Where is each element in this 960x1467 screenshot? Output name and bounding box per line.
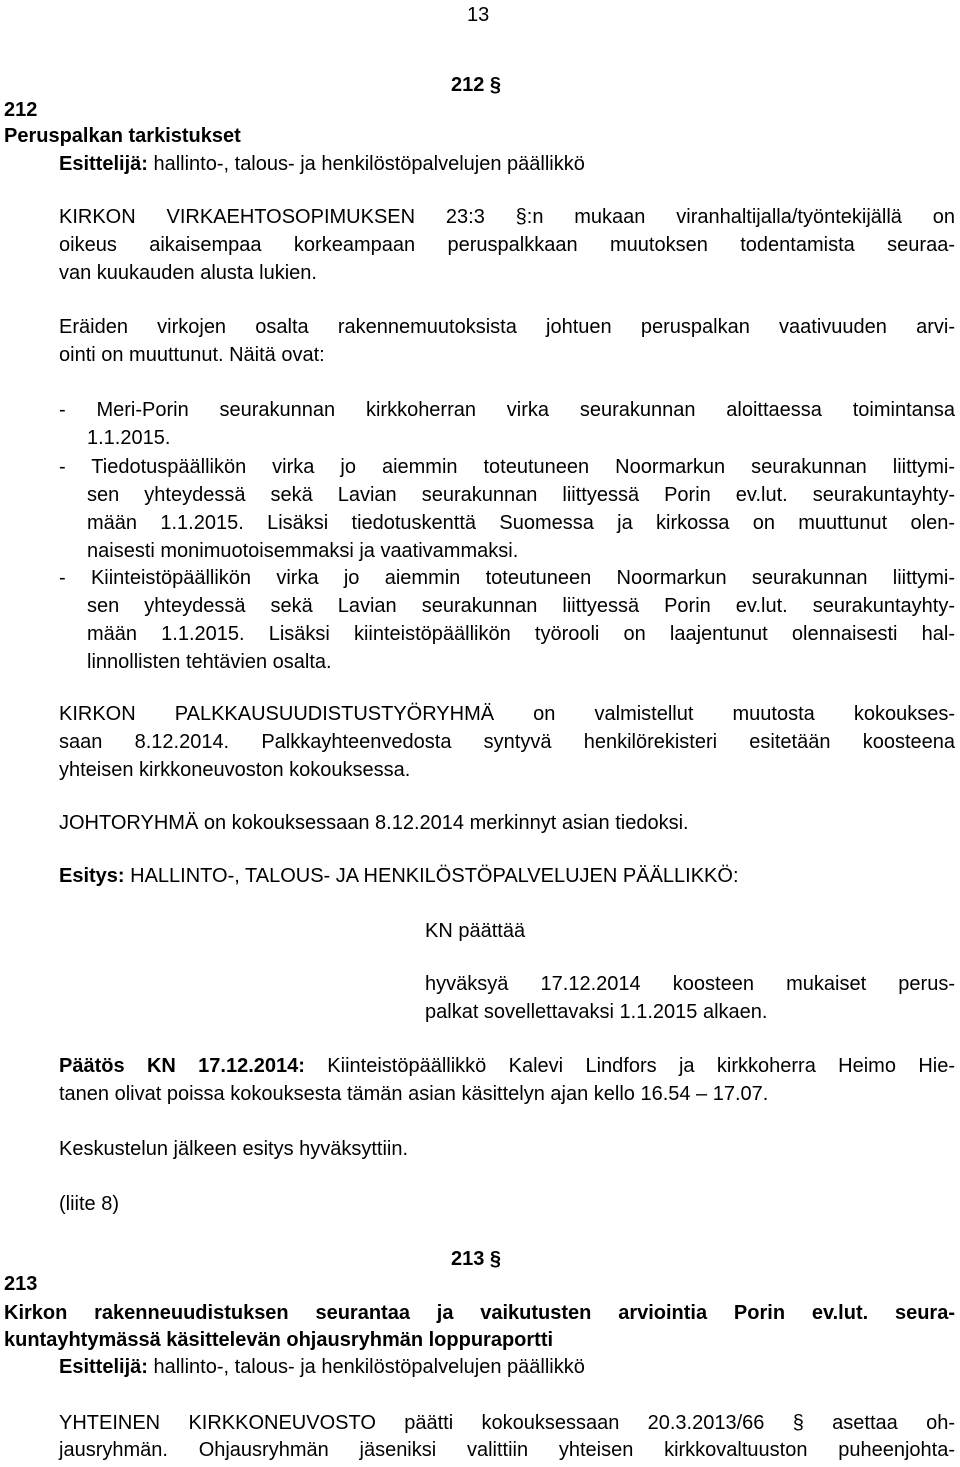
bullet-line: 1.1.2015. xyxy=(87,427,171,449)
section-heading-213: 213 § xyxy=(451,1248,502,1270)
paragraph-line: ointi on muuttunut. Näitä ovat: xyxy=(59,344,325,366)
bullet-line: naisesti monimuotoisemmaksi ja vaativammaksi. xyxy=(87,540,519,562)
bullet-line: linnollisten tehtävien osalta. xyxy=(87,651,332,673)
bullet-line: sen yhteydessä sekä Lavian seurakunnan liittyessä Porin ev.lut. seurakuntayhty- xyxy=(87,484,955,506)
presenter-line xyxy=(59,1355,585,1379)
bullet-line: mään 1.1.2015. Lisäksi tiedotuskenttä Suomessa ja kirkossa on muuttunut olen- xyxy=(87,512,955,534)
decision-label: Päätös KN 17.12.2014: xyxy=(59,1055,305,1077)
decision-line xyxy=(59,1054,955,1078)
decision-text-line: palkat sovellettavaksi 1.1.2015 alkaen. xyxy=(425,1001,768,1023)
presenter-label: Esittelijä: xyxy=(59,1356,148,1378)
paragraph-line: van kuukauden alusta lukien. xyxy=(59,262,317,284)
bullet-line: mään 1.1.2015. Lisäksi kiinteistöpäällikön työrooli on laajentunut olennaisesti hal- xyxy=(87,623,955,645)
bullet-line: - Meri-Porin seurakunnan kirkkoherran virka seurakunnan aloittaessa toimintansa xyxy=(59,399,955,421)
section-title-line: kuntayhtymässä käsittelevän ohjausryhmän loppuraportti xyxy=(4,1329,554,1351)
proposal-label: Esitys: xyxy=(59,865,125,887)
paragraph-line: saan 8.12.2014. Palkkayhteenvedosta syntyvä henkilörekisteri esitetään koosteena xyxy=(59,731,955,753)
presenter-value: hallinto-, talous- ja henkilöstöpalvelujen päällikkö xyxy=(147,1356,585,1378)
page-number: 13 xyxy=(467,4,490,26)
paragraph-line: KIRKON PALKKAUSUUDISTUSTYÖRYHMÄ on valmistellut muutosta kokoukses- xyxy=(59,703,955,725)
section-heading-212: 212 § xyxy=(451,74,502,96)
kn-decides: KN päättää xyxy=(425,920,526,942)
paragraph-line: jausryhmän. Ohjausryhmän jäseniksi valittiin yhteisen kirkkovaltuuston puheenjohta- xyxy=(59,1439,955,1461)
presenter-value: hallinto-, talous- ja henkilöstöpalvelujen päällikkö xyxy=(147,153,585,175)
paragraph-line: YHTEINEN KIRKKONEUVOSTO päätti kokouksessaan 20.3.2013/66 § asettaa oh- xyxy=(59,1412,955,1434)
proposal-line xyxy=(59,864,739,888)
bullet-line: - Kiinteistöpäällikön virka jo aiemmin toteutuneen Noormarkun seurakunnan liittymi- xyxy=(59,567,955,589)
decision-text: Kiinteistöpäällikkö Kalevi Lindfors ja kirkkoherra Heimo Hie- xyxy=(304,1055,955,1077)
paragraph-line: KIRKON VIRKAEHTOSOPIMUKSEN 23:3 §:n mukaan viranhaltijalla/työntekijällä on xyxy=(59,206,955,228)
section-number: 213 xyxy=(4,1273,38,1295)
presenter-label: Esittelijä: xyxy=(59,153,148,175)
bullet-line: - Tiedotuspäällikön virka jo aiemmin toteutuneen Noormarkun seurakunnan liittymi- xyxy=(59,456,955,478)
decision-line: tanen olivat poissa kokouksesta tämän asian käsittelyn ajan kello 16.54 – 17.07. xyxy=(59,1083,769,1105)
bullet-line: sen yhteydessä sekä Lavian seurakunnan liittyessä Porin ev.lut. seurakuntayhty- xyxy=(87,595,955,617)
section-title-line: Kirkon rakenneuudistuksen seurantaa ja vaikutusten arviointia Porin ev.lut. seura- xyxy=(4,1302,955,1324)
discussion-line: Keskustelun jälkeen esitys hyväksyttiin. xyxy=(59,1138,409,1160)
paragraph-line: oikeus aikaisempaa korkeampaan peruspalkkaan muutoksen todentamista seuraa- xyxy=(59,234,955,256)
section-title: Peruspalkan tarkistukset xyxy=(4,125,241,147)
paragraph-line: Eräiden virkojen osalta rakennemuutoksista johtuen peruspalkan vaativuuden arvi- xyxy=(59,316,955,338)
paragraph-line: yhteisen kirkkoneuvoston kokouksessa. xyxy=(59,759,411,781)
presenter-line xyxy=(59,152,585,176)
attachment-line: (liite 8) xyxy=(59,1193,120,1215)
decision-text-line: hyväksyä 17.12.2014 koosteen mukaiset perus- xyxy=(425,973,955,995)
proposal-value: HALLINTO-, TALOUS- JA HENKILÖSTÖPALVELUJEN PÄÄLLIKKÖ: xyxy=(124,865,739,887)
section-number: 212 xyxy=(4,99,38,121)
paragraph-line: JOHTORYHMÄ on kokouksessaan 8.12.2014 merkinnyt asian tiedoksi. xyxy=(59,812,689,834)
